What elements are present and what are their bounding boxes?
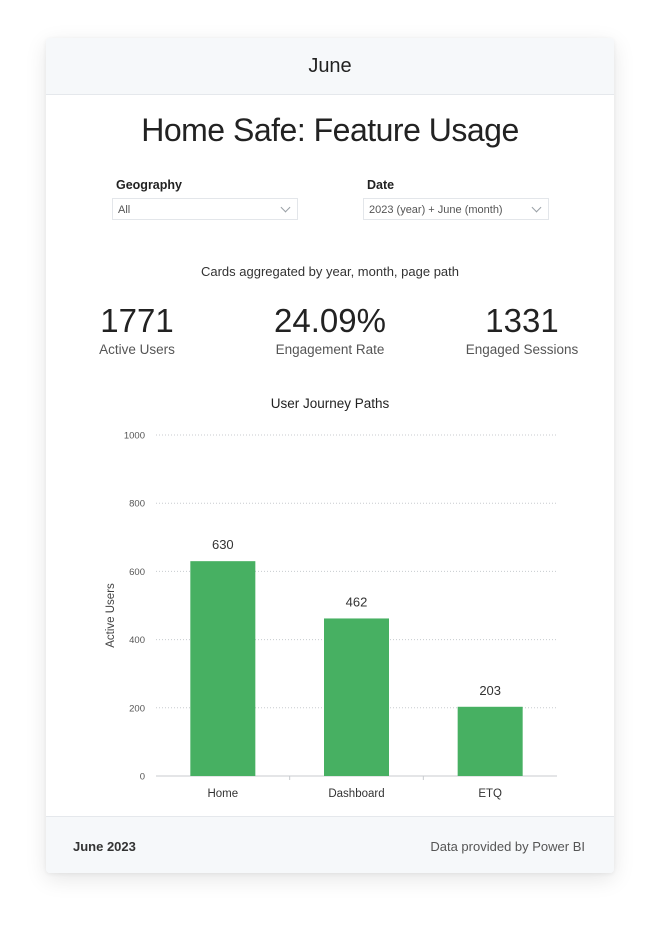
y-tick-label: 400 [129, 635, 145, 647]
date-dropdown[interactable] [363, 198, 549, 220]
data-label: 462 [345, 594, 368, 610]
y-axis-label: Active Users [105, 583, 117, 648]
x-tick-label: ETQ [478, 788, 502, 800]
geography-filter [112, 178, 298, 220]
header-title: June [308, 55, 352, 77]
card-footer [46, 816, 614, 873]
chevron-down-icon [281, 203, 291, 213]
footer-attribution: Data provided by Power BI [430, 839, 585, 854]
geography-filter-label: Geography [116, 178, 182, 192]
card-header [46, 38, 614, 95]
x-tick-label: Dashboard [328, 788, 385, 800]
report-title: Home Safe: Feature Usage [141, 112, 519, 148]
y-tick-label: 800 [129, 498, 145, 510]
chevron-down-icon [532, 203, 542, 213]
geography-dropdown-value: All [118, 204, 131, 216]
kpi-label: Engagement Rate [275, 342, 385, 357]
bar-dashboard [324, 618, 389, 776]
y-tick-label: 200 [129, 703, 145, 715]
footer-period: June 2023 [73, 839, 136, 854]
bar-home [190, 561, 255, 776]
date-filter [363, 178, 549, 220]
data-label: 203 [479, 682, 502, 698]
kpi-card-engaged-sessions [432, 300, 612, 358]
date-dropdown-value: 2023 (year) + June (month) [369, 204, 503, 216]
geography-dropdown[interactable] [112, 198, 298, 220]
kpi-card-active-users [47, 300, 227, 358]
date-filter-label: Date [367, 178, 395, 192]
kpi-card-engagement-rate [240, 300, 420, 358]
bar-etq [458, 707, 523, 776]
report-card [46, 38, 614, 873]
kpi-value: 1771 [100, 302, 174, 339]
x-tick-label: Home [207, 788, 239, 800]
kpi-label: Engaged Sessions [465, 342, 579, 357]
y-tick-label: 0 [139, 771, 145, 783]
kpi-value: 24.09% [274, 302, 386, 339]
kpi-value: 1331 [485, 302, 559, 339]
kpi-label: Active Users [99, 342, 175, 357]
chart-title: User Journey Paths [270, 396, 390, 411]
bar-chart [46, 418, 614, 818]
data-label: 630 [211, 537, 234, 553]
cards-subcaption: Cards aggregated by year, month, page path [200, 264, 459, 279]
y-tick-label: 1000 [123, 430, 145, 442]
y-tick-label: 600 [129, 566, 145, 578]
